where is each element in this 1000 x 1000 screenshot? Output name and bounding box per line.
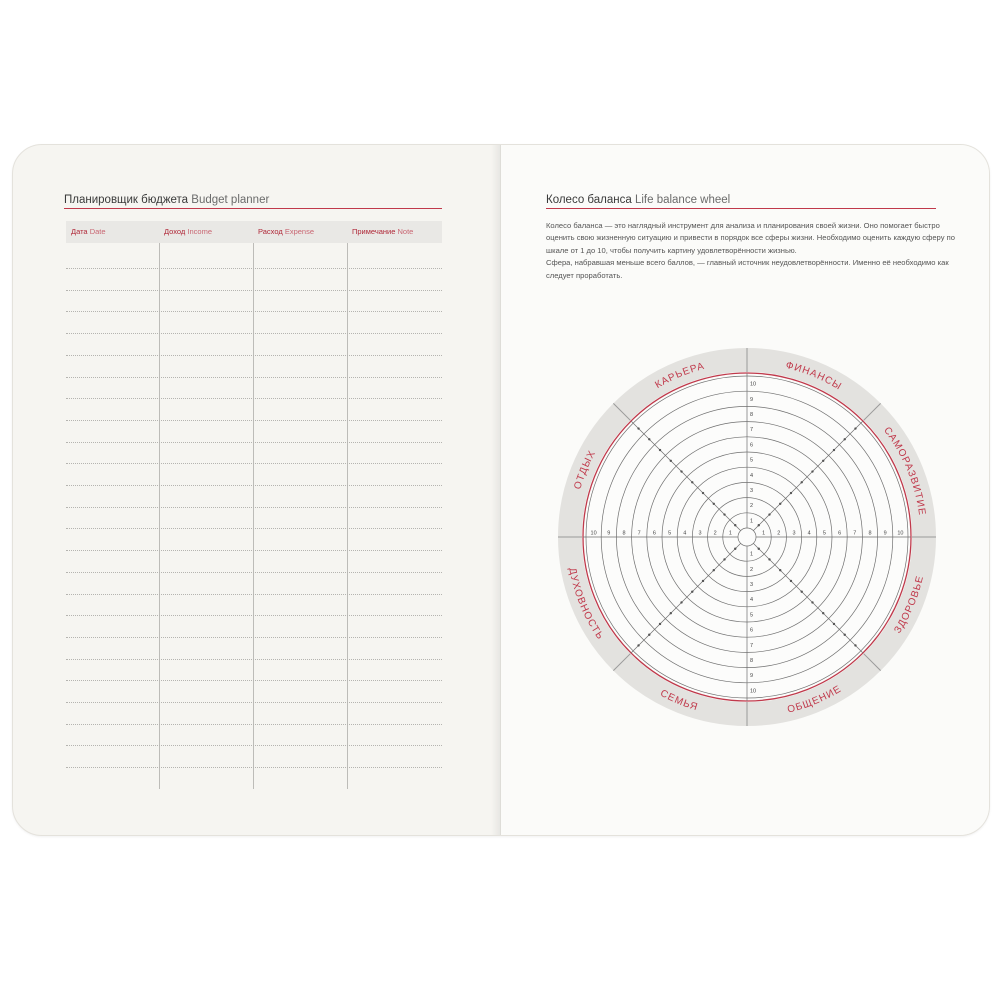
axis-tick-label: 1 — [750, 518, 754, 525]
right-page-title-en: Life balance wheel — [634, 194, 731, 206]
axis-tick-label: 9 — [750, 396, 754, 403]
table-row[interactable] — [66, 420, 442, 421]
scale-dot — [768, 558, 770, 560]
axis-tick-label: 1 — [728, 530, 732, 537]
table-row[interactable] — [66, 528, 442, 529]
axis-tick-label: 7 — [750, 642, 754, 649]
axis-tick-label: 1 — [762, 530, 766, 537]
axis-tick-label: 4 — [683, 530, 687, 537]
column-header-date: Дата Date — [71, 227, 106, 236]
scale-dot — [844, 634, 846, 636]
table-row[interactable] — [66, 377, 442, 378]
budget-table-header — [66, 221, 442, 243]
axis-tick-label: 10 — [897, 530, 904, 537]
axis-tick-label: 3 — [750, 582, 754, 588]
axis-tick-label: 7 — [853, 530, 857, 537]
column-header-expense: Расход Expense — [258, 227, 315, 236]
axis-tick-label: 2 — [777, 530, 781, 537]
axis-tick-label: 5 — [668, 530, 672, 537]
table-row[interactable] — [66, 398, 442, 399]
table-row[interactable] — [66, 767, 442, 768]
scale-dot — [659, 623, 661, 625]
axis-tick-label: 2 — [750, 566, 754, 573]
axis-tick-label: 6 — [838, 530, 842, 537]
scale-dot — [811, 470, 813, 472]
segment-label: ОТДЫХ — [572, 448, 599, 491]
axis-tick-label: 8 — [750, 658, 754, 664]
axis-tick-label: 2 — [750, 503, 754, 510]
right-page — [500, 145, 990, 835]
axis-tick-label: 10 — [750, 688, 757, 695]
axis-tick-label: 2 — [713, 530, 717, 537]
column-header-income: Доход Income — [164, 227, 213, 236]
scale-dot — [680, 601, 682, 603]
scale-dot — [723, 513, 725, 515]
axis-tick-label: 3 — [698, 530, 702, 537]
scale-dot — [758, 524, 760, 526]
axis-tick-label: 8 — [868, 530, 872, 537]
scale-dot — [779, 569, 781, 571]
scale-dot — [670, 460, 672, 462]
table-row[interactable] — [66, 333, 442, 334]
segment-label: СЕМЬЯ — [658, 687, 700, 714]
right-page-title-ru: Колесо баланса — [546, 194, 632, 206]
left-page-title — [64, 194, 269, 206]
axis-tick-label: 6 — [750, 442, 754, 449]
table-row[interactable] — [66, 507, 442, 508]
axis-tick-label: 9 — [883, 530, 887, 537]
table-row[interactable] — [66, 637, 442, 638]
table-row[interactable] — [66, 702, 442, 703]
scale-dot — [854, 644, 856, 646]
scale-dot — [822, 460, 824, 462]
axis-tick-label: 9 — [750, 673, 754, 680]
left-page-title-en: Budget planner — [191, 194, 270, 206]
table-row[interactable] — [66, 268, 442, 269]
axis-tick-label: 4 — [807, 530, 811, 537]
scale-dot — [822, 612, 824, 614]
axis-tick-label: 7 — [750, 427, 754, 434]
column-separator — [159, 243, 160, 789]
scale-dot — [691, 591, 693, 593]
table-row[interactable] — [66, 355, 442, 356]
axis-tick-label: 5 — [822, 530, 826, 537]
segment-label: ФИНАНСЫ — [784, 359, 844, 393]
table-row[interactable] — [66, 615, 442, 616]
left-title-rule — [64, 208, 442, 209]
table-row[interactable] — [66, 290, 442, 291]
axis-tick-label: 6 — [750, 627, 754, 634]
scale-dot — [801, 591, 803, 593]
scale-dot — [734, 524, 736, 526]
scale-dot — [702, 492, 704, 494]
column-separator — [253, 243, 254, 789]
segment-label: САМОРАЗВИТИЕ — [881, 425, 928, 517]
axis-tick-label: 5 — [750, 457, 754, 464]
scale-dot — [844, 438, 846, 440]
axis-tick-label: 7 — [637, 530, 641, 537]
scale-dot — [734, 548, 736, 550]
axis-tick-label: 1 — [750, 551, 754, 558]
notebook-spread — [12, 144, 990, 836]
table-row[interactable] — [66, 311, 442, 312]
segment-label: ДУХОВНОСТЬ — [566, 566, 606, 643]
table-row[interactable] — [66, 724, 442, 725]
table-row[interactable] — [66, 442, 442, 443]
table-row[interactable] — [66, 594, 442, 595]
scale-dot — [670, 612, 672, 614]
segment-label: ОБЩЕНИЕ — [786, 683, 844, 716]
intro-paragraph: Колесо баланса — это наглядный инструмент для анализа и планирования своей жизни. Оно помогает быстро оценить свою жизненную ситуацию и привести в порядок все сферы жизни. Необходимо оценить каждую сферу по шкале от 1 до 10, чтобы получить картину удовлетворённости жизнью. — [546, 221, 955, 255]
scale-dot — [637, 427, 639, 429]
scale-dot — [637, 644, 639, 646]
scale-dot — [811, 601, 813, 603]
table-row[interactable] — [66, 550, 442, 551]
axis-tick-label: 10 — [590, 530, 597, 537]
table-row[interactable] — [66, 463, 442, 464]
table-row[interactable] — [66, 680, 442, 681]
spine-shadow — [491, 145, 500, 835]
scale-dot — [659, 449, 661, 451]
scale-dot — [833, 623, 835, 625]
segment-label: КАРЬЕРА — [653, 360, 707, 392]
scale-dot — [713, 503, 715, 505]
scale-dot — [790, 580, 792, 582]
axis-tick-label: 8 — [750, 412, 754, 418]
column-separator — [347, 243, 348, 789]
scale-dot — [713, 569, 715, 571]
scale-dot — [833, 449, 835, 451]
axis-tick-label: 10 — [750, 381, 757, 388]
intro-paragraph: Сфера, набравшая меньше всего баллов, — главный источник неудовлетворённости. Именно её необходимо как следует проработать. — [546, 258, 949, 280]
scale-dot — [648, 438, 650, 440]
scale-dot — [768, 513, 770, 515]
scale-dot — [702, 580, 704, 582]
axis-tick-label: 8 — [622, 530, 626, 537]
left-page-title-ru: Планировщик бюджета — [64, 194, 189, 206]
axis-tick-label: 5 — [750, 612, 754, 619]
table-row[interactable] — [66, 572, 442, 573]
axis-tick-label: 4 — [750, 597, 754, 604]
axis-tick-label: 4 — [750, 472, 754, 479]
life-balance-wheel — [501, 145, 990, 835]
scale-dot — [691, 481, 693, 483]
axis-tick-label: 9 — [607, 530, 611, 537]
scale-dot — [648, 634, 650, 636]
scale-dot — [723, 558, 725, 560]
scale-dot — [758, 548, 760, 550]
table-row[interactable] — [66, 485, 442, 486]
segment-label: ЗДОРОВЬЕ — [892, 574, 927, 636]
table-row[interactable] — [66, 745, 442, 746]
axis-tick-label: 6 — [652, 530, 656, 537]
axis-tick-label: 3 — [792, 530, 796, 537]
scale-dot — [680, 470, 682, 472]
table-row[interactable] — [66, 659, 442, 660]
scale-dot — [801, 481, 803, 483]
scale-dot — [779, 503, 781, 505]
axis-tick-label: 3 — [750, 488, 754, 494]
scale-dot — [790, 492, 792, 494]
column-header-note: Примечание Note — [352, 227, 414, 236]
scale-dot — [854, 427, 856, 429]
